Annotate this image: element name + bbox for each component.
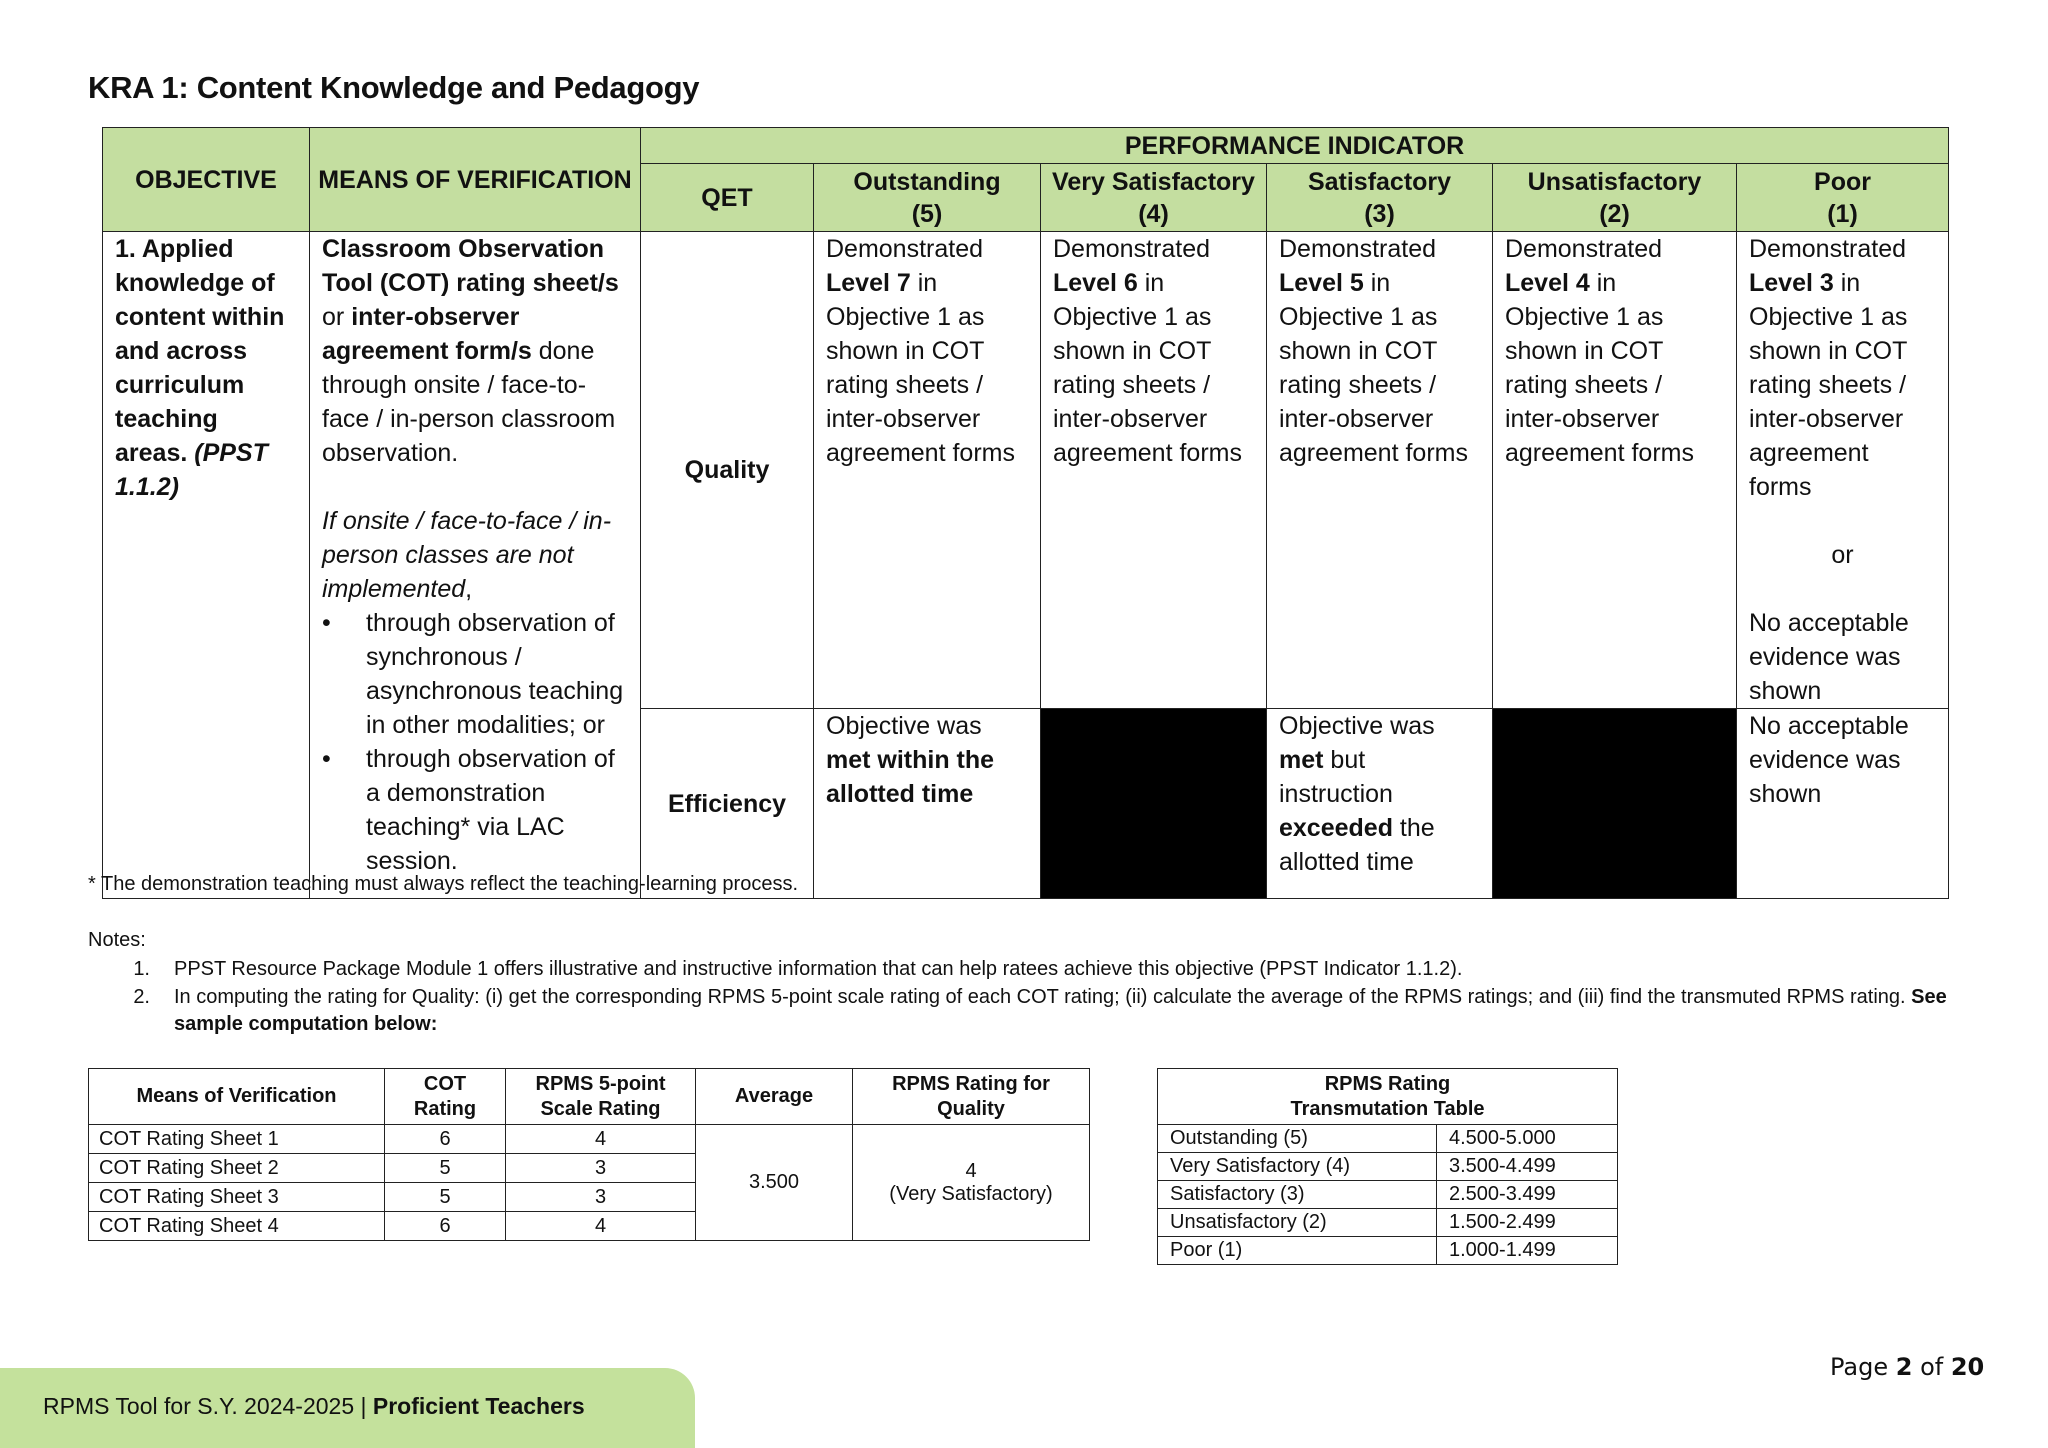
calc-rpms: 4: [506, 1125, 696, 1154]
calc-mov: COT Rating Sheet 2: [89, 1154, 385, 1183]
transmutation-table: [1157, 1068, 1618, 1265]
quality-poor-pre: Demonstrated: [1749, 235, 1907, 263]
efficiency-unsatisfactory-blocked: [1493, 709, 1737, 899]
page-current: 2: [1895, 1353, 1913, 1381]
note-text: In computing the rating for Quality: (i) get the corresponding RPMS 5-point scale rating of each COT rating; (ii) calculate the average of the RPMS ratings; and (iii) find the transmuted RPMS rating.: [174, 986, 1912, 1008]
header-objective: OBJECTIVE: [103, 128, 310, 232]
efficiency-s-post: the allotted time: [1279, 814, 1435, 876]
quality-poor-cell: [1737, 232, 1949, 709]
means-if-not-implemented: If onsite / face-to-face / in-person classes are not implemented: [322, 507, 612, 603]
note-number: 2.: [133, 986, 150, 1008]
notes-label: Notes:: [88, 929, 146, 951]
transmutation-header: [1158, 1069, 1618, 1125]
header-poor-label: Poor: [1814, 167, 1871, 196]
header-very-satisfactory-score: (4): [1138, 199, 1169, 228]
means-of-verification-cell: [310, 232, 641, 899]
footer-audience: Proficient Teachers: [372, 1393, 585, 1419]
qet-quality-label: Quality: [641, 232, 814, 709]
table-row: [1158, 1209, 1618, 1237]
calc-cot: 5: [385, 1183, 506, 1212]
calc-header-cot: COT Rating: [385, 1069, 506, 1125]
page-number: [1830, 1353, 1984, 1381]
calc-cot: 6: [385, 1125, 506, 1154]
trans-range: 1.000-1.499: [1437, 1237, 1618, 1265]
header-qet: QET: [641, 164, 814, 232]
efficiency-poor-cell: No acceptable evidence was shown: [1737, 709, 1949, 899]
means-bullet-list: [322, 606, 628, 878]
trans-range: 2.500-3.499: [1437, 1181, 1618, 1209]
quality-poor-level: Level 3: [1749, 269, 1834, 297]
trans-label: Very Satisfactory (4): [1158, 1153, 1437, 1181]
quality-u-level: Level 4: [1505, 269, 1590, 297]
quality-outstanding-pre: Demonstrated: [826, 235, 984, 263]
footer-tool-label: RPMS Tool for S.Y. 2024-2025 |: [43, 1393, 373, 1419]
header-satisfactory-score: (3): [1364, 199, 1395, 228]
objective-text: 1. Applied knowledge of content within and across curriculum teaching areas.: [115, 235, 285, 467]
efficiency-outstanding-bold: met within the allotted time: [826, 746, 995, 808]
header-outstanding-label: Outstanding: [853, 167, 1001, 196]
calc-header-mov: Means of Verification: [89, 1069, 385, 1125]
page-pre: Page: [1830, 1353, 1896, 1381]
header-poor: [1737, 164, 1949, 232]
trans-range: 4.500-5.000: [1437, 1125, 1618, 1153]
means-comma: ,: [465, 575, 473, 603]
calc-header-average: Average: [696, 1069, 853, 1125]
table-row: [89, 1125, 1090, 1154]
efficiency-s-mid: but instruction: [1279, 746, 1393, 808]
quality-vs-post: in Objective 1 as shown in COT rating sheets / inter-observer agreement forms: [1053, 269, 1242, 467]
trans-label: Unsatisfactory (2): [1158, 1209, 1437, 1237]
means-inter-observer-forms: inter-observer agreement form/s: [322, 303, 532, 365]
calc-rating-value: 4: [965, 1159, 977, 1182]
quality-outstanding-cell: [814, 232, 1041, 709]
qet-efficiency-label: Efficiency: [641, 709, 814, 899]
quality-u-pre: Demonstrated: [1505, 235, 1663, 263]
calc-rpms: 3: [506, 1183, 696, 1212]
efficiency-outstanding-pre: Objective was: [826, 712, 982, 740]
quality-s-level: Level 5: [1279, 269, 1364, 297]
note-text: PPST Resource Package Module 1 offers illustrative and instructive information that can help ratees achieve this objective (PPST Indicator 1.1.2).: [174, 958, 1463, 980]
footnote: * The demonstration teaching must always reflect the teaching-learning process.: [88, 873, 799, 895]
efficiency-satisfactory-cell: [1267, 709, 1493, 899]
calc-header-rpms: RPMS 5-point Scale Rating: [506, 1069, 696, 1125]
calc-cot: 6: [385, 1212, 506, 1241]
trans-label: Outstanding (5): [1158, 1125, 1437, 1153]
note-item: [130, 956, 1960, 983]
calc-rating-label: (Very Satisfactory): [889, 1182, 1053, 1205]
quality-s-post: in Objective 1 as shown in COT rating sheets / inter-observer agreement forms: [1279, 269, 1468, 467]
table-row: [1158, 1153, 1618, 1181]
quality-poor-post: in Objective 1 as shown in COT rating sheets / inter-observer agreement forms: [1749, 269, 1908, 501]
header-unsatisfactory-label: Unsatisfactory: [1527, 167, 1702, 196]
header-unsatisfactory-score: (2): [1599, 199, 1630, 228]
quality-s-pre: Demonstrated: [1279, 235, 1437, 263]
note-number: 1.: [133, 958, 150, 980]
header-poor-score: (1): [1827, 199, 1858, 228]
page-title: KRA 1: Content Knowledge and Pedagogy: [88, 70, 700, 105]
means-cot-rating-sheets: Classroom Observation Tool (COT) rating sheet/s: [322, 235, 619, 297]
efficiency-s-met: met: [1279, 746, 1324, 774]
quality-satisfactory-cell: [1267, 232, 1493, 709]
page-mid: of: [1912, 1353, 1951, 1381]
quality-outstanding-level: Level 7: [826, 269, 911, 297]
efficiency-outstanding-cell: [814, 709, 1041, 899]
header-outstanding-score: (5): [911, 199, 943, 228]
trans-range: 1.500-2.499: [1437, 1209, 1618, 1237]
trans-label: Poor (1): [1158, 1237, 1437, 1265]
quality-u-post: in Objective 1 as shown in COT rating sheets / inter-observer agreement forms: [1505, 269, 1694, 467]
calc-rpms: 3: [506, 1154, 696, 1183]
header-performance-indicator: PERFORMANCE INDICATOR: [641, 128, 1949, 164]
header-satisfactory: [1267, 164, 1493, 232]
trans-label: Satisfactory (3): [1158, 1181, 1437, 1209]
efficiency-very-satisfactory-blocked: [1041, 709, 1267, 899]
quality-vs-level: Level 6: [1053, 269, 1138, 297]
calc-mov: COT Rating Sheet 3: [89, 1183, 385, 1212]
means-onsite-text: done through onsite / face-to-face / in-person classroom observation.: [322, 337, 616, 467]
means-bullet-item: • through observation of synchronous / asynchronous teaching in other modalities; or: [366, 606, 628, 742]
transmutation-header-line2: Transmutation Table: [1290, 1097, 1485, 1120]
trans-range: 3.500-4.499: [1437, 1153, 1618, 1181]
means-or: or: [322, 303, 352, 331]
header-satisfactory-label: Satisfactory: [1307, 167, 1452, 196]
calc-mov: COT Rating Sheet 4: [89, 1212, 385, 1241]
header-unsatisfactory: [1493, 164, 1737, 232]
header-very-satisfactory-label: Very Satisfactory: [1052, 167, 1255, 196]
header-very-satisfactory: [1041, 164, 1267, 232]
efficiency-s-exceeded: exceeded: [1279, 814, 1393, 842]
quality-poor-no-evidence: No acceptable evidence was shown: [1749, 609, 1909, 705]
page-total: 20: [1950, 1353, 1985, 1381]
calc-average: 3.500: [696, 1125, 853, 1241]
quality-outstanding-post: in Objective 1 as shown in COT rating sheets / inter-observer agreement forms: [826, 269, 1015, 467]
note-item: [130, 984, 1960, 1040]
quality-unsatisfactory-cell: [1493, 232, 1737, 709]
header-outstanding: [814, 164, 1041, 232]
transmutation-header-line1: RPMS Rating: [1324, 1072, 1451, 1095]
objective-ppst-ref: (PPST 1.1.2): [115, 439, 268, 501]
calc-mov: COT Rating Sheet 1: [89, 1125, 385, 1154]
table-row: [1158, 1181, 1618, 1209]
sample-computation-table: [88, 1068, 1090, 1241]
efficiency-s-pre: Objective was: [1279, 712, 1435, 740]
objective-cell: [103, 232, 310, 899]
table-row: [1158, 1125, 1618, 1153]
table-row: [1158, 1237, 1618, 1265]
calc-header-rating: RPMS Rating for Quality: [853, 1069, 1090, 1125]
quality-poor-or: or: [1831, 541, 1854, 569]
quality-very-satisfactory-cell: [1041, 232, 1267, 709]
footer-text: [43, 1393, 585, 1420]
header-means-of-verification: MEANS OF VERIFICATION: [310, 128, 641, 232]
note-see-sample: See sample computation below:: [174, 986, 1947, 1035]
calc-rpms: 4: [506, 1212, 696, 1241]
quality-vs-pre: Demonstrated: [1053, 235, 1211, 263]
calc-rating-quality: [853, 1125, 1090, 1241]
means-bullet-item: • through observation of a demonstration teaching* via LAC session.: [366, 742, 628, 878]
calc-cot: 5: [385, 1154, 506, 1183]
kra-table: [102, 127, 1949, 899]
